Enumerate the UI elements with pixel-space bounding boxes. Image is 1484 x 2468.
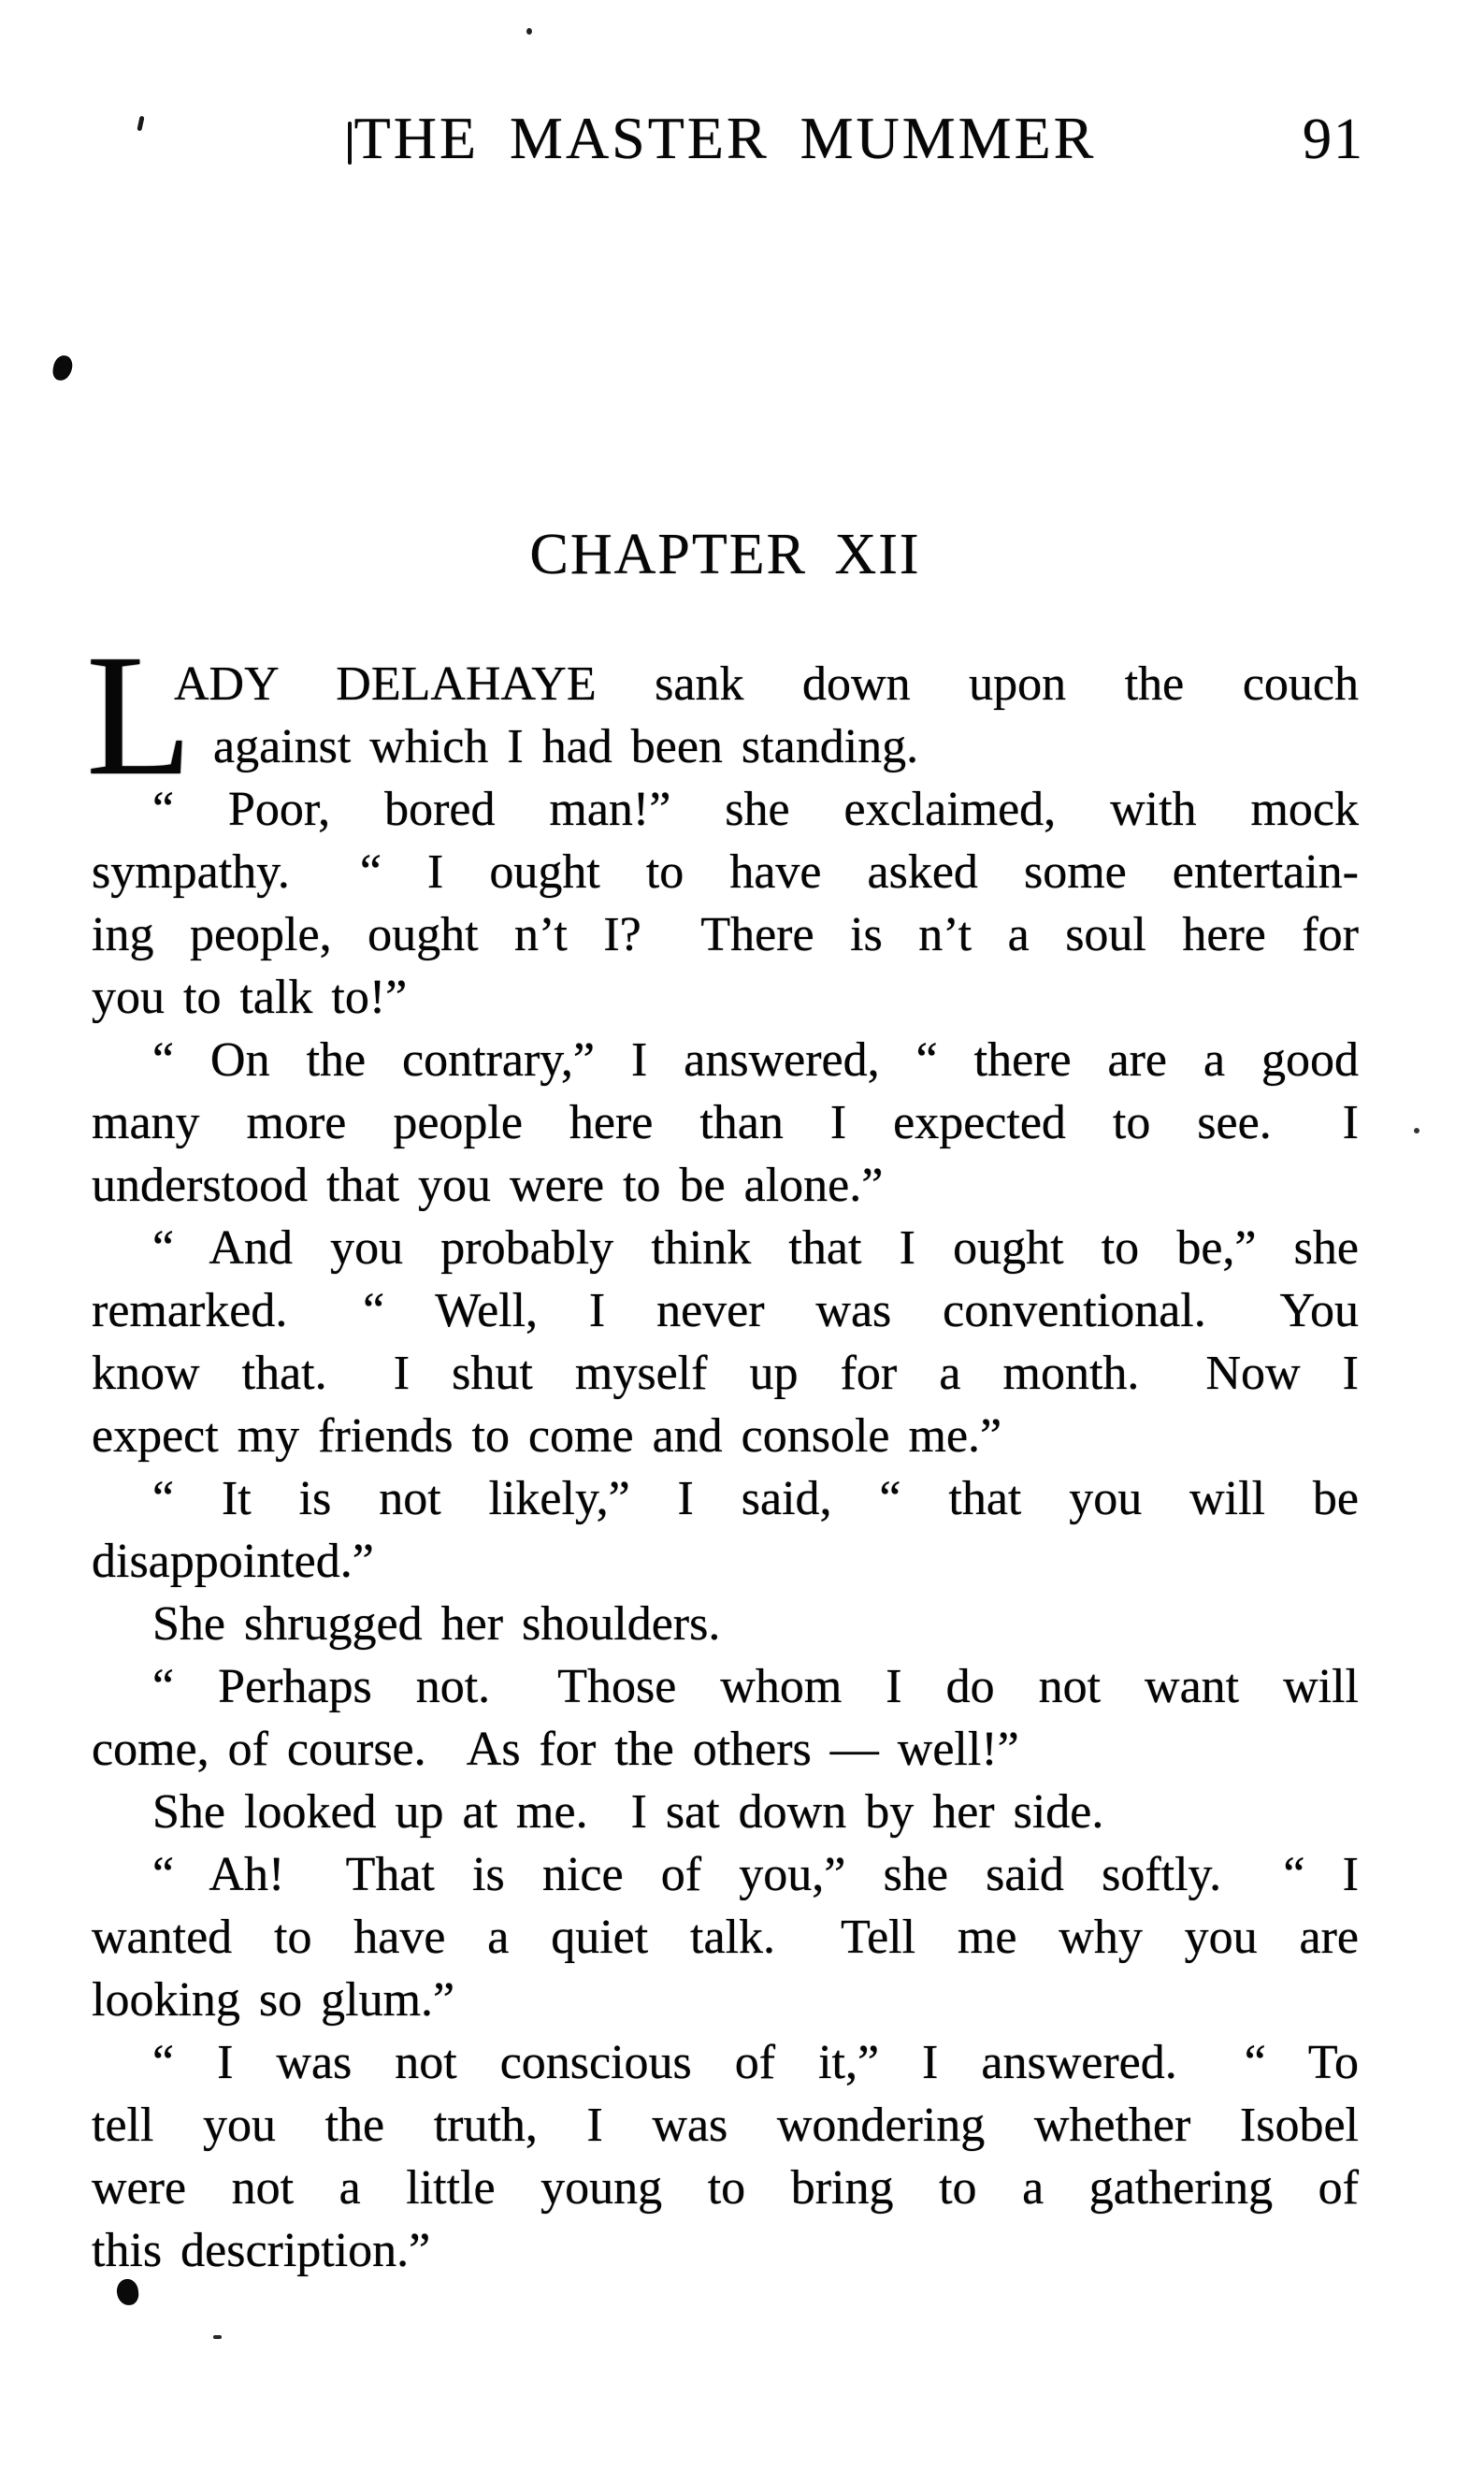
text-line: “ And you probably think that I ought to be,” she xyxy=(152,1221,1359,1275)
text-line: “ It is not likely,” I said, “ that you will be xyxy=(152,1472,1359,1525)
text-line: “ Ah! That is nice of you,” she said softly. “ I xyxy=(152,1848,1359,1901)
drop-cap: L xyxy=(86,619,193,812)
ink-blot xyxy=(116,2278,140,2306)
scan-artifact-speck xyxy=(213,2335,222,2339)
ink-blot xyxy=(51,354,74,382)
text-line: know that. I shut myself up for a month. Now I xyxy=(92,1347,1359,1400)
text-line: against which I had been standing. xyxy=(213,720,919,773)
running-head xyxy=(92,105,1364,171)
chapter-heading: CHAPTER XII xyxy=(529,523,921,586)
running-head-title: THE MASTER MUMMER xyxy=(353,105,1097,171)
text-line: tell you the truth, I was wondering whether Isobel xyxy=(92,2099,1359,2152)
text-line: She shrugged her shoulders. xyxy=(152,1597,721,1651)
text-line: sympathy. “ I ought to have asked some entertain- xyxy=(92,845,1359,899)
scan-artifact-speck xyxy=(526,28,532,35)
text-line: many more people here than I expected to see. I xyxy=(92,1096,1359,1149)
text-line: “ On the contrary,” I answered, “ there are a good xyxy=(152,1033,1359,1087)
text-line: looking so glum.” xyxy=(92,1973,455,2027)
text-line: ADY DELAHAYE sank down upon the couch xyxy=(174,657,1359,711)
text-line: She looked up at me. I sat down by her side. xyxy=(152,1785,1104,1839)
text-line: remarked. “ Well, I never was conventional. You xyxy=(92,1284,1359,1337)
text-line: you to talk to!” xyxy=(92,971,408,1024)
text-line: disappointed.” xyxy=(92,1535,374,1588)
text-line: this description.” xyxy=(92,2224,431,2277)
text-line: “ Poor, bored man!” she exclaimed, with mock xyxy=(152,783,1359,836)
text-line: understood that you were to be alone.” xyxy=(92,1159,884,1212)
text-line: come, of course. As for the others — well!” xyxy=(92,1723,1019,1776)
scan-artifact-speck xyxy=(1414,1128,1419,1133)
page-number: 91 xyxy=(1303,108,1364,171)
scan-artifact-tick xyxy=(348,122,352,165)
text-line: “ Perhaps not. Those whom I do not want will xyxy=(152,1660,1359,1713)
text-line: expect my friends to come and console me.” xyxy=(92,1409,1002,1463)
text-line: “ I was not conscious of it,” I answered. “ To xyxy=(152,2036,1359,2089)
text-line: ing people, ought n’t I? There is n’t a soul here for xyxy=(92,908,1359,961)
text-line: wanted to have a quiet talk. Tell me why you are xyxy=(92,1911,1359,1964)
body-text xyxy=(92,653,1359,2282)
text-line: were not a little young to bring to a gathering of xyxy=(92,2161,1359,2215)
